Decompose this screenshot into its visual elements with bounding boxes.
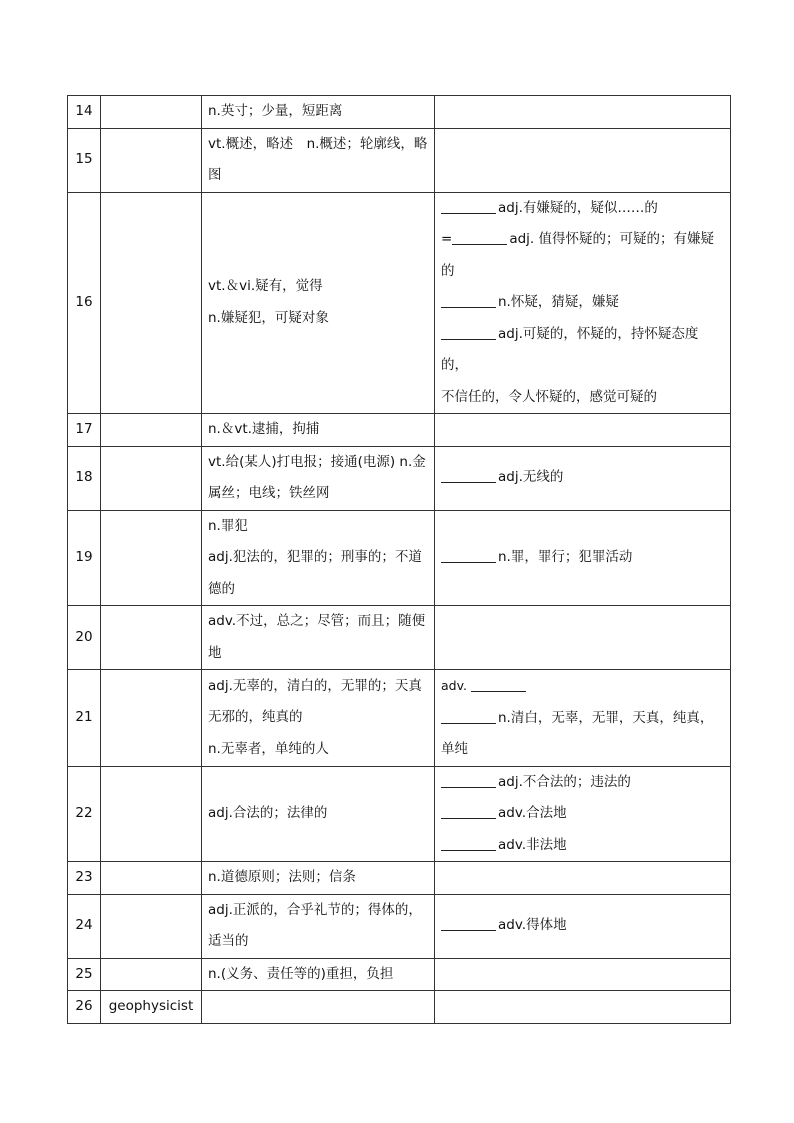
derivative-prefix: = <box>441 231 453 247</box>
derivative-text: n.怀疑，猜疑，嫌疑 <box>498 294 619 310</box>
derivative-line <box>441 319 724 382</box>
meaning-cell <box>202 606 435 670</box>
row-number: 20 <box>68 606 101 670</box>
word-cell[interactable] <box>101 192 202 414</box>
derivative-line <box>441 287 724 319</box>
derivative-text: adj.无线的 <box>498 469 564 486</box>
meaning-line: n.无辜者，单纯的人 <box>208 740 329 757</box>
meaning-cell <box>202 958 435 991</box>
word-cell[interactable]: geophysicist <box>101 991 202 1024</box>
fill-in-blank[interactable] <box>441 468 496 483</box>
vocabulary-table <box>67 95 731 1024</box>
meaning-cell <box>202 192 435 414</box>
derivatives-cell <box>435 894 731 958</box>
row-number: 22 <box>68 766 101 862</box>
meaning-line: n.嫌疑犯，可疑对象 <box>208 309 329 326</box>
table-row <box>68 192 731 414</box>
word-cell[interactable] <box>101 766 202 862</box>
meaning-line: 图 <box>208 167 222 183</box>
table-row <box>68 991 731 1024</box>
derivative-line <box>441 798 724 830</box>
meaning-cell <box>202 862 435 895</box>
row-number: 24 <box>68 894 101 958</box>
table-row <box>68 958 731 991</box>
derivative-text: adv.得体地 <box>498 917 567 934</box>
meaning-line: 属丝；电线；铁丝网 <box>208 485 330 501</box>
meaning-cell <box>202 446 435 510</box>
fill-in-blank[interactable] <box>441 548 496 563</box>
meaning-line: n.英寸；少量，短距离 <box>208 103 343 119</box>
fill-in-blank[interactable] <box>471 677 526 692</box>
derivative-line <box>441 256 724 288</box>
meaning-line: n.＆vt.逮捕，拘捕 <box>208 421 320 437</box>
word-cell[interactable] <box>101 96 202 129</box>
derivative-line <box>441 734 724 766</box>
meaning-line: 德的 <box>208 580 235 597</box>
derivative-text: n.清白，无辜，无罪，天真，纯真， <box>498 709 714 726</box>
derivative-line <box>441 670 724 703</box>
row-number: 15 <box>68 128 101 192</box>
row-number: 17 <box>68 414 101 447</box>
derivative-line <box>441 830 724 862</box>
derivative-line <box>441 910 724 942</box>
meaning-cell <box>202 766 435 862</box>
table-row <box>68 670 731 767</box>
word-cell[interactable] <box>101 958 202 991</box>
word-cell[interactable] <box>101 510 202 606</box>
derivative-text: adj.有嫌疑的，疑似……的 <box>498 199 658 216</box>
derivatives-cell <box>435 991 731 1024</box>
row-number: 21 <box>68 670 101 767</box>
derivative-text: adv.非法地 <box>498 836 567 853</box>
meaning-line: n.罪犯 <box>208 517 248 534</box>
derivative-line <box>441 224 724 256</box>
derivative-line <box>441 767 724 799</box>
derivatives-cell <box>435 766 731 862</box>
meaning-cell <box>202 96 435 129</box>
row-number: 14 <box>68 96 101 129</box>
derivative-line <box>441 462 724 494</box>
row-number: 26 <box>68 991 101 1024</box>
table-row <box>68 96 731 129</box>
derivatives-cell <box>435 96 731 129</box>
derivative-text: 的 <box>441 262 455 279</box>
derivatives-cell <box>435 958 731 991</box>
fill-in-blank[interactable] <box>441 804 496 819</box>
meaning-line: adj.合法的；法律的 <box>208 805 328 821</box>
meaning-line: 适当的 <box>208 933 249 949</box>
derivative-text: adj. 值得怀疑的；可疑的；有嫌疑 <box>509 231 714 247</box>
meaning-line: vt.给(某人)打电报；接通(电源) n.金 <box>208 453 426 470</box>
derivative-line <box>441 193 724 225</box>
derivatives-cell <box>435 192 731 414</box>
fill-in-blank[interactable] <box>441 293 496 308</box>
meaning-cell <box>202 670 435 767</box>
derivatives-cell <box>435 414 731 447</box>
fill-in-blank[interactable] <box>452 230 507 245</box>
table-row <box>68 128 731 192</box>
derivative-text: 不信任的，令人怀疑的，感觉可疑的 <box>441 388 657 405</box>
table-row <box>68 606 731 670</box>
meaning-line: 地 <box>208 644 222 661</box>
meaning-cell <box>202 128 435 192</box>
meaning-line: adv.不过，总之；尽管；而且；随便 <box>208 613 426 629</box>
derivative-line <box>441 542 724 574</box>
derivatives-cell <box>435 128 731 192</box>
table-row <box>68 894 731 958</box>
table-row <box>68 414 731 447</box>
row-number: 25 <box>68 958 101 991</box>
fill-in-blank[interactable] <box>441 325 496 340</box>
word-cell[interactable] <box>101 606 202 670</box>
meaning-cell <box>202 991 435 1024</box>
derivatives-cell <box>435 670 731 767</box>
row-number: 23 <box>68 862 101 895</box>
meaning-cell <box>202 414 435 447</box>
word-cell[interactable] <box>101 670 202 767</box>
fill-in-blank[interactable] <box>441 709 496 724</box>
derivatives-cell <box>435 606 731 670</box>
derivatives-cell <box>435 510 731 606</box>
fill-in-blank[interactable] <box>441 199 496 214</box>
word-cell[interactable] <box>101 446 202 510</box>
derivative-text: adv.合法地 <box>498 805 567 821</box>
meaning-line: n.(义务、责任等的)重担，负担 <box>208 965 394 982</box>
derivative-text: adj.不合法的；违法的 <box>498 773 631 790</box>
word-cell[interactable] <box>101 862 202 895</box>
fill-in-blank[interactable] <box>441 836 496 851</box>
word-cell[interactable] <box>101 128 202 192</box>
row-number: 19 <box>68 510 101 606</box>
derivatives-cell <box>435 862 731 895</box>
meaning-line: vt.＆vi.疑有，觉得 <box>208 278 323 295</box>
derivative-text: n.罪，罪行；犯罪活动 <box>498 549 633 565</box>
table-row <box>68 446 731 510</box>
fill-in-blank[interactable] <box>441 773 496 788</box>
meaning-line: vt.概述，略述 n.概述；轮廓线，略 <box>208 135 428 152</box>
vocabulary-table-body <box>68 96 731 1024</box>
derivative-text: 单纯 <box>441 741 468 757</box>
derivative-text: adj.可疑的，怀疑的，持怀疑态度的， <box>441 325 699 373</box>
row-number: 18 <box>68 446 101 510</box>
meaning-cell <box>202 894 435 958</box>
derivative-prefix: adv. <box>441 678 471 693</box>
meaning-line: adj.犯法的，犯罪的；刑事的；不道 <box>208 549 422 565</box>
derivatives-cell <box>435 446 731 510</box>
row-number: 16 <box>68 192 101 414</box>
meaning-line: adj.正派的，合乎礼节的；得体的， <box>208 901 422 918</box>
fill-in-blank[interactable] <box>441 916 496 931</box>
table-row <box>68 510 731 606</box>
derivative-line <box>441 703 724 735</box>
word-cell[interactable] <box>101 894 202 958</box>
derivative-line <box>441 382 724 414</box>
meaning-line: 无邪的，纯真的 <box>208 709 303 725</box>
table-row <box>68 862 731 895</box>
word-cell[interactable] <box>101 414 202 447</box>
meaning-cell <box>202 510 435 606</box>
meaning-line: adj.无辜的，清白的，无罪的；天真 <box>208 677 422 694</box>
table-row <box>68 766 731 862</box>
meaning-line: n.道德原则；法则；信条 <box>208 869 356 885</box>
